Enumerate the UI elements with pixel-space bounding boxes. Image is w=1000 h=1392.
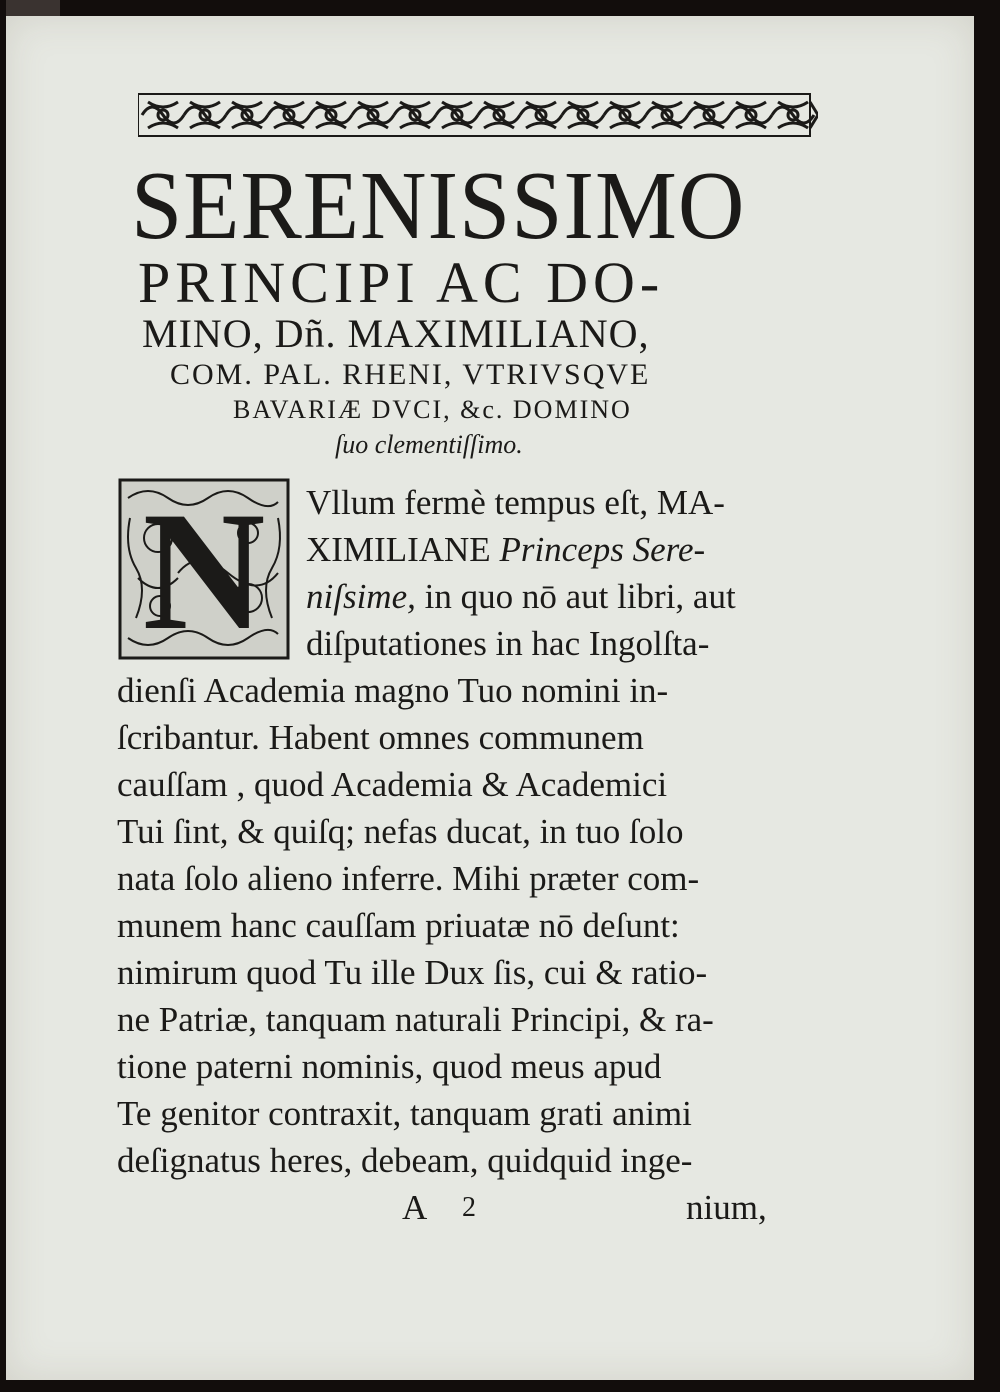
ornament-motif (520, 102, 562, 128)
ornament-motif (688, 102, 730, 128)
body-line-14: Te genitor contraxit, tanquam grati animi (117, 1094, 692, 1133)
body-line-6: ſcribantur. Habent omnes communem (117, 718, 644, 757)
body-line-1: Vllum fermè tempus eſt, MA- (306, 483, 725, 522)
heading-line-5: BAVARIÆ DVCI, &c. DOMINO (233, 395, 632, 424)
body-line-10: munem hanc cauſſam priuatæ nō deſunt: (117, 906, 680, 945)
signature-mark: A (402, 1188, 428, 1227)
body-line-7: cauſſam , quod Academia & Academici (117, 765, 668, 804)
body-line-11: nimirum quod Tu ille Dux ſis, cui & ratio- (117, 953, 708, 992)
heading-line-3: MINO, Dñ. MAXIMILIANO, (142, 311, 650, 356)
body-line-3: niſsime, in quo nō aut libri, aut (306, 577, 736, 616)
ornament-motif (310, 102, 352, 128)
ornament-motif (394, 102, 436, 128)
ornament-motif (184, 102, 226, 128)
heading-line-6: ſuo clementiſſimo. (335, 430, 523, 459)
ornament-motif (268, 102, 310, 128)
body-line-9: nata ſolo alieno inferre. Mihi præter com- (117, 859, 700, 898)
body-line-5: dienſi Academia magno Tuo nomini in- (117, 671, 669, 710)
body-line-4: diſputationes in hac Ingolſta- (306, 624, 710, 663)
body-line-13: tione paterni nominis, quod meus apud (117, 1047, 662, 1086)
catchword: nium, (686, 1188, 767, 1227)
ornament-motif (226, 102, 268, 128)
ornament-motif (772, 102, 814, 128)
signature-number: 2 (462, 1192, 476, 1223)
body-line-8: Tui ſint, & quiſq; nefas ducat, in tuo ſolo (117, 812, 684, 851)
ornament-motif (562, 102, 604, 128)
ornament-motif (142, 102, 184, 128)
ornament-motif (478, 102, 520, 128)
heading-line-2: PRINCIPI AC DO- (138, 250, 665, 315)
body-line-2: XIMILIANE Princeps Sere- (306, 530, 706, 569)
ornamental-header-band (138, 92, 818, 138)
ornament-motif (730, 102, 772, 128)
drop-cap-letter: N (142, 478, 266, 660)
body-line-15: deſignatus heres, debeam, quidquid inge- (117, 1141, 693, 1180)
heading-line-1: SERENISSIMO (131, 152, 746, 260)
ornament-motif (604, 102, 646, 128)
heading-line-4: COM. PAL. RHENI, VTRIVSQVE (170, 358, 651, 391)
ornament-motif (646, 102, 688, 128)
ornament-motif (352, 102, 394, 128)
body-line-12: ne Patriæ, tanquam naturali Principi, & ra- (117, 1000, 714, 1039)
decorated-initial (118, 478, 290, 660)
ornament-motif (436, 102, 478, 128)
